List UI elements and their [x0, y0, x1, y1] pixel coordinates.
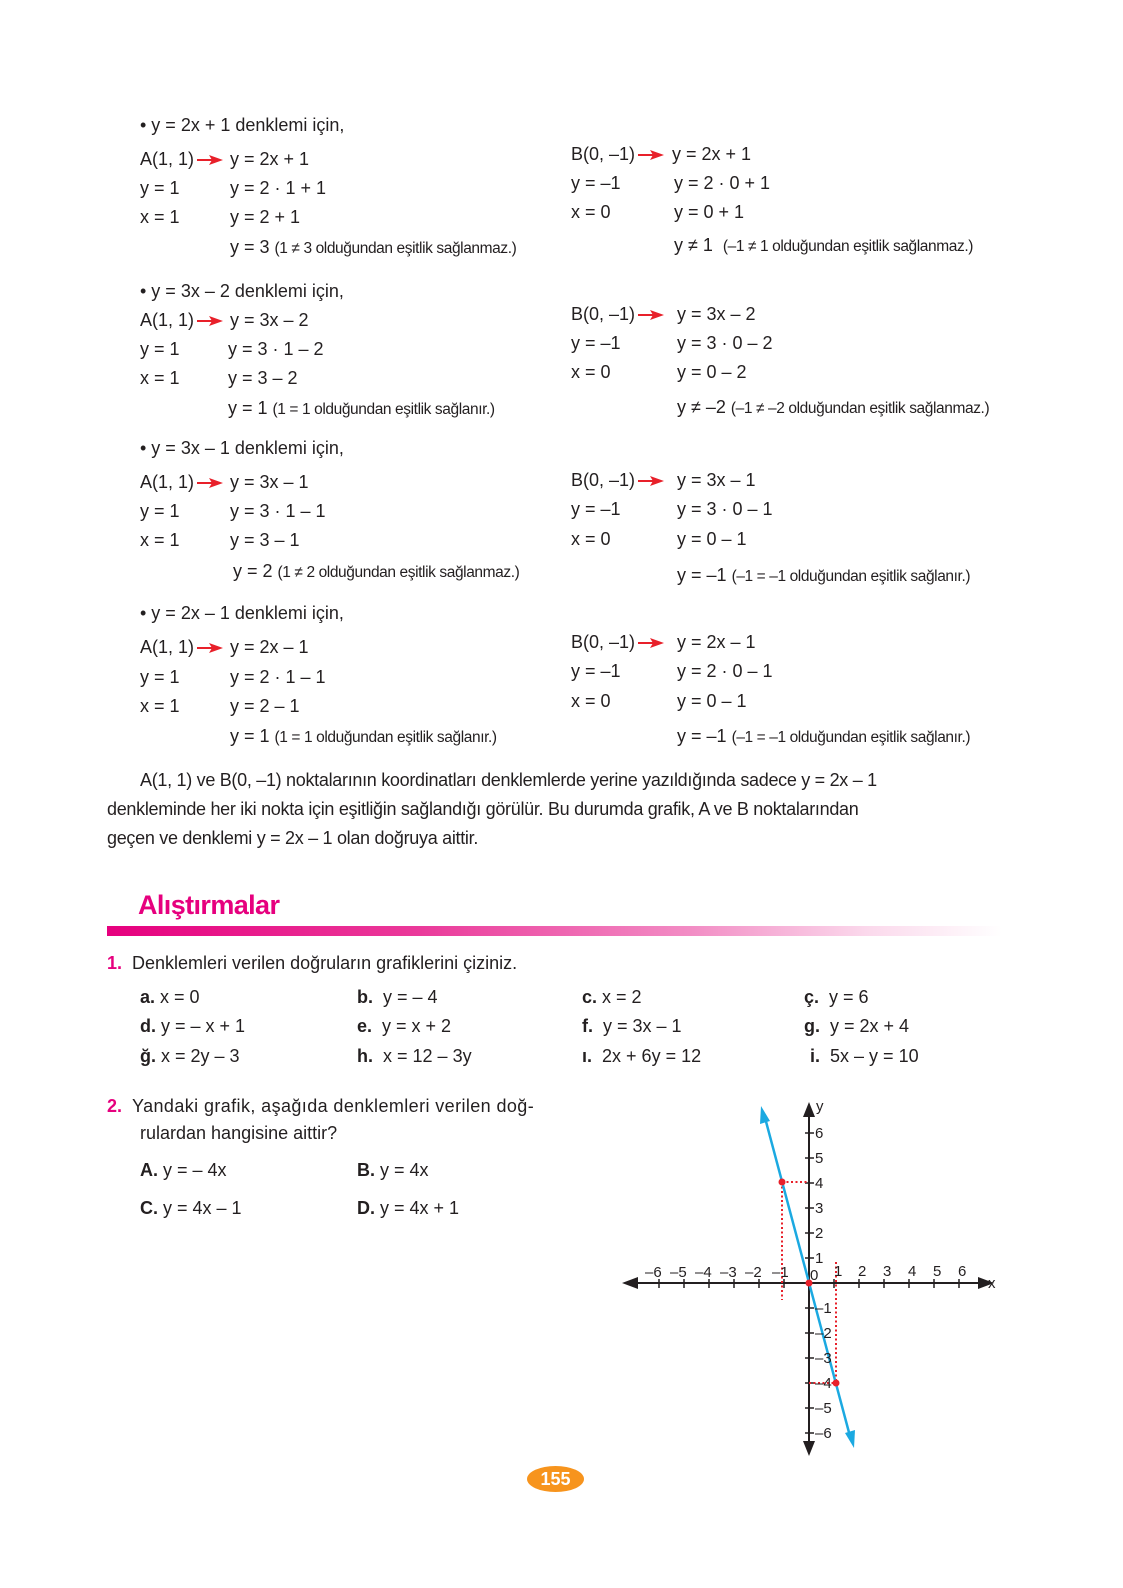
- point-a: A(1, 1): [140, 471, 226, 493]
- x-axis-arrow-left-icon: [622, 1277, 638, 1289]
- step: y = 3 · 1 – 2: [228, 339, 324, 359]
- result: y ≠ 1 (–1 ≠ 1 olduğundan eşitlik sağlanmaz.): [674, 235, 973, 255]
- block-title: • y = 2x + 1 denklemi için,: [140, 115, 345, 135]
- y-value: y = –1: [571, 173, 621, 193]
- y-tick-label: 3: [815, 1200, 824, 1217]
- step: y = 0 – 1: [677, 691, 747, 711]
- page-number-badge: 155: [527, 1466, 584, 1492]
- x-tick-label: 6: [958, 1263, 967, 1280]
- point-marker: [833, 1380, 840, 1387]
- exercise-item: e. y = x + 2: [357, 1016, 452, 1036]
- step: y = 3 – 2: [228, 368, 298, 388]
- x-tick-label: 5: [933, 1263, 942, 1280]
- y-tick-label: –5: [815, 1400, 832, 1417]
- x-value: x = 0: [571, 691, 611, 711]
- y-value: y = 1: [140, 501, 180, 521]
- question-number: 1.: [107, 953, 123, 973]
- step: y = 2 – 1: [230, 696, 300, 716]
- x-tick-label: 1: [834, 1263, 843, 1280]
- option-a: A. y = – 4x: [140, 1160, 227, 1180]
- step: y = 3 – 1: [230, 530, 300, 550]
- y-tick-label: –2: [815, 1325, 832, 1342]
- result: y = –1 (–1 = –1 olduğundan eşitlik sağlanır.): [677, 565, 971, 585]
- y-tick-label: 4: [815, 1175, 824, 1192]
- x-value: x = 1: [140, 368, 180, 388]
- exercise-item: h. x = 12 – 3y: [357, 1046, 472, 1066]
- step: y = 3x – 2: [230, 310, 309, 330]
- step: y = 2x – 1: [677, 632, 756, 652]
- step: y = 2x – 1: [230, 637, 309, 657]
- point-b: B(0, –1): [571, 143, 667, 165]
- point-b: B(0, –1): [571, 303, 667, 325]
- question-text-cont: rulardan hangisine aittir?: [140, 1123, 338, 1143]
- result: y = –1 (–1 = –1 olduğundan eşitlik sağlanır.): [677, 726, 971, 746]
- x-tick-label: 3: [883, 1263, 892, 1280]
- x-value: x = 0: [571, 362, 611, 382]
- x-value: x = 1: [140, 696, 180, 716]
- step: y = 3 · 1 – 1: [230, 501, 326, 521]
- step: y = 2x + 1: [230, 149, 310, 169]
- step: y = 3 · 0 – 2: [677, 333, 773, 353]
- x-axis-label: x: [988, 1275, 996, 1292]
- x-tick-label: 4: [908, 1263, 917, 1280]
- point-a: A(1, 1): [140, 148, 226, 170]
- y-tick-label: 2: [815, 1225, 824, 1242]
- step: y = 2 + 1: [230, 207, 301, 227]
- exercise-item: ı. 2x + 6y = 12: [582, 1046, 702, 1066]
- exercise-item: f. y = 3x – 1: [582, 1016, 682, 1036]
- point-b: B(0, –1): [571, 631, 667, 653]
- exercise-item: g. y = 2x + 4: [804, 1016, 910, 1036]
- point-a: A(1, 1): [140, 309, 226, 331]
- point-a: A(1, 1): [140, 636, 226, 658]
- line-arrow-up-icon: [760, 1106, 770, 1124]
- step: y = 3x – 1: [677, 470, 756, 490]
- y-value: y = 1: [140, 339, 180, 359]
- y-tick-label: 5: [815, 1150, 824, 1167]
- exercise-item: i. 5x – y = 10: [810, 1046, 919, 1066]
- step: y = 0 – 2: [677, 362, 747, 382]
- point-b: B(0, –1): [571, 469, 667, 491]
- question-number: 2.: [107, 1096, 123, 1116]
- x-value: x = 0: [571, 529, 611, 549]
- x-tick-label: –4: [695, 1264, 712, 1281]
- exercise-item: ğ. x = 2y – 3: [140, 1046, 240, 1066]
- block-title: • y = 2x – 1 denklemi için,: [140, 603, 344, 623]
- question-text: 1. Denklemleri verilen doğruların grafiklerini çiziniz.: [107, 953, 518, 973]
- x-value: x = 0: [571, 202, 611, 222]
- y-tick-label: –3: [815, 1350, 832, 1367]
- x-tick-label: –6: [645, 1264, 662, 1281]
- block-title: • y = 3x – 2 denklemi için,: [140, 281, 344, 301]
- question-text: 2. Yandaki grafik, aşağıda denklemleri verilen doğ-: [107, 1096, 535, 1116]
- y-axis-arrow-up-icon: [803, 1102, 815, 1117]
- y-value: y = 1: [140, 667, 180, 687]
- step: y = 2 · 1 – 1: [230, 667, 326, 687]
- exercise-item: c. x = 2: [582, 987, 642, 1007]
- y-tick-label: –4: [815, 1375, 832, 1392]
- step: y = 0 + 1: [674, 202, 745, 222]
- block-title: • y = 3x – 1 denklemi için,: [140, 438, 344, 458]
- step: y = 3x – 1: [230, 472, 309, 492]
- step: y = 2 · 0 + 1: [674, 173, 771, 193]
- x-tick-label: –3: [720, 1264, 737, 1281]
- y-axis-label: y: [816, 1098, 824, 1115]
- point-marker: [779, 1179, 786, 1186]
- step: y = 2 · 1 + 1: [230, 178, 327, 198]
- step: y = 2x + 1: [672, 144, 752, 164]
- origin-label: 0: [810, 1267, 819, 1284]
- section-heading: Alıştırmalar: [138, 890, 280, 920]
- step: y = 0 – 1: [677, 529, 747, 549]
- exercise-item: a. x = 0: [140, 987, 200, 1007]
- x-tick-label: –2: [745, 1264, 762, 1281]
- exercise-item: d. y = – x + 1: [140, 1016, 246, 1036]
- conclusion-paragraph: A(1, 1) ve B(0, –1) noktalarının koordinatları denklemlerde yerine yazıldığında sadece y = 2x – 1 denkleminde her iki nokta için eşitliğin sağlandığı görülür. Bu durumda grafik, A ve B noktalarından geçen ve denklemi y = 2x – 1 olan doğruya aittir.: [107, 770, 877, 848]
- y-tick-label: –6: [815, 1425, 832, 1442]
- result: y = 1 (1 = 1 olduğundan eşitlik sağlanır.): [228, 398, 495, 418]
- step: y = 2 · 0 – 1: [677, 661, 773, 681]
- result: y = 2 (1 ≠ 2 olduğundan eşitlik sağlanmaz.): [233, 561, 520, 581]
- y-axis-arrow-down-icon: [803, 1441, 815, 1456]
- x-value: x = 1: [140, 207, 180, 227]
- exercise-item: b. y = – 4: [357, 987, 438, 1007]
- y-value: y = –1: [571, 661, 621, 681]
- line-arrow-down-icon: [845, 1430, 855, 1448]
- y-tick-label: –1: [815, 1300, 832, 1317]
- x-value: x = 1: [140, 530, 180, 550]
- x-tick-label: –1: [772, 1264, 789, 1281]
- y-value: y = –1: [571, 333, 621, 353]
- result: y = 1 (1 = 1 olduğundan eşitlik sağlanır.): [230, 726, 497, 746]
- result: y = 3 (1 ≠ 3 olduğundan eşitlik sağlanmaz.): [230, 237, 517, 257]
- result: y ≠ –2 (–1 ≠ –2 olduğundan eşitlik sağlanmaz.): [677, 397, 990, 417]
- option-d: D. y = 4x + 1: [357, 1198, 460, 1218]
- step: y = 3 · 0 – 1: [677, 499, 773, 519]
- y-value: y = 1: [140, 178, 180, 198]
- option-b: B. y = 4x: [357, 1160, 429, 1180]
- exercise-item: ç. y = 6: [804, 987, 869, 1007]
- step: y = 3x – 2: [677, 304, 756, 324]
- x-tick-label: 2: [858, 1263, 867, 1280]
- y-value: y = –1: [571, 499, 621, 519]
- y-tick-label: 6: [815, 1125, 824, 1142]
- option-c: C. y = 4x – 1: [140, 1198, 242, 1218]
- y-tick-label: 1: [815, 1250, 824, 1267]
- x-tick-label: –5: [670, 1264, 687, 1281]
